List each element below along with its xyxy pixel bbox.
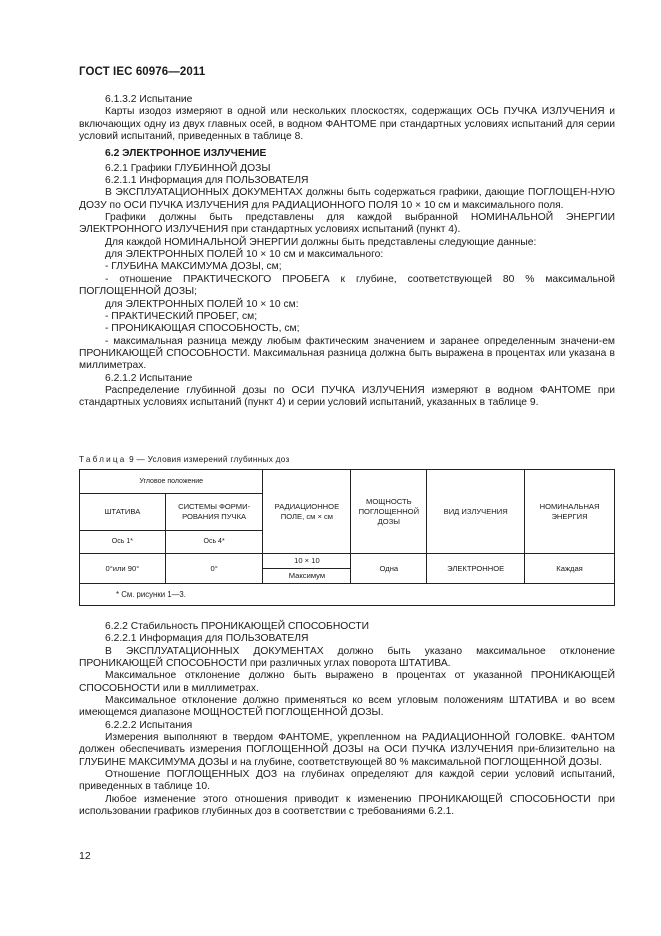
table-header-gantry: ШТАТИВА: [80, 494, 166, 531]
table-axis-4: Ось 4*: [165, 531, 263, 554]
paragraph: Распределение глубинной дозы по ОСИ ПУЧКА ИЗЛУЧЕНИЯ измеряют в водном ФАНТОМЕ при стандартных условиях испытаний (пункт 4) и серии условий испытаний, указанных в таблице 9.: [79, 384, 615, 409]
clause-heading: 6.2.1.2 Испытание: [105, 372, 193, 384]
table-cell-radiation: ЭЛЕКТРОННОЕ: [427, 554, 525, 584]
paragraph: Измерения выполняют в твердом ФАНТОМЕ, укрепленном на РАДИАЦИОННОЙ ГОЛОВКЕ. ФАНТОМ должен обеспечивать измерения ПОГЛОЩЕННОЙ ДОЗЫ на ОСИ ПУЧКА ИЗЛУЧЕНИЯ при-близительно на ГЛУБИНЕ МАКСИМУМА ДОЗЫ и на глубине, соответствующей 80 % максимальной ПОГЛОЩЕННОЙ ДОЗЫ.: [79, 732, 615, 768]
paragraph: Максимальное отклонение должно быть выражено в процентах от указанной ПРОНИКАЮЩЕЙ СПОСОБНОСТИ или в миллиметрах.: [79, 670, 615, 694]
table-cell-energy: Каждая: [525, 554, 615, 584]
page-number: 12: [79, 850, 91, 862]
list-item: - ПРАКТИЧЕСКИЙ ПРОБЕГ, см;: [105, 310, 258, 322]
paragraph: Для каждой НОМИНАЛЬНОЙ ЭНЕРГИИ должны быть представлены следующие данные:: [105, 236, 537, 248]
clause-heading: 6.2.1.1 Информация для ПОЛЬЗОВАТЕЛЯ: [105, 175, 309, 187]
table-footnote: * См. рисунки 1—3.: [80, 584, 615, 606]
table-header-energy: НОМИНАЛЬНАЯ ЭНЕРГИЯ: [525, 470, 615, 554]
paragraph: В ЭКСПЛУАТАЦИОННЫХ ДОКУМЕНТАХ должно быть указано максимальное отклонение ПРОНИКАЮЩЕЙ СПОСОБНОСТИ при различных углах поворота ШТАТИВА.: [79, 645, 615, 670]
table-cell-dose-rate: Одна: [351, 554, 427, 584]
table-cell-beam-system: 0°: [165, 554, 263, 584]
body-text-bottom: [79, 621, 615, 819]
clause-heading: 6.1.3.2 Испытание: [105, 94, 193, 105]
paragraph: Максимальное отклонение должно применяться ко всем угловым положениям ШТАТИВА и во всем имеющемся диапазоне МОЩНОСТЕЙ ПОГЛОЩЕННОЙ ДОЗЫ.: [79, 695, 615, 719]
paragraph: для ЭЛЕКТРОННЫХ ПОЛЕЙ 10 × 10 см и максимального:: [105, 249, 384, 261]
table-group-header: Угловое положение: [80, 470, 263, 494]
list-item: - ГЛУБИНА МАКСИМУМА ДОЗЫ, см;: [105, 261, 282, 273]
table-caption-text: 9 — Условия измерений глубинных доз: [129, 455, 290, 464]
clause-heading: 6.2.2.1 Информация для ПОЛЬЗОВАТЕЛЯ: [105, 633, 309, 645]
table-header-field: РАДИАЦИОННОЕ ПОЛЕ, см × см: [263, 470, 351, 554]
list-item: - отношение ПРАКТИЧЕСКОГО ПРОБЕГА к глубине, соответствующей 80 % максимальной ПОГЛОЩЕННОЙ ДОЗЫ;: [79, 273, 615, 298]
clause-heading: 6.2.2.2 Испытания: [105, 719, 193, 731]
section-heading: 6.2 ЭЛЕКТРОННОЕ ИЗЛУЧЕНИЕ: [105, 148, 267, 160]
paragraph: Графики должны быть представлены для каждой выбранной НОМИНАЛЬНОЙ ЭНЕРГИИ ЭЛЕКТРОННОГО ИЗЛУЧЕНИЯ при стандартных условиях испытаний (пункт 4).: [79, 212, 615, 236]
paragraph: Отношение ПОГЛОЩЕННЫХ ДОЗ на глубинах определяют для каждой серии условий испытаний, приведенных в таблице 10.: [79, 769, 615, 793]
table-caption: [79, 455, 290, 464]
paragraph: В ЭКСПЛУАТАЦИОННЫХ ДОКУМЕНТАХ должны быть содержаться графики, дающие ПОГЛОЩЕН-НУЮ ДОЗУ по ОСИ ПУЧКА ИЗЛУЧЕНИЯ для РАДИАЦИОННОГО ПОЛЯ 10 × 10 см и максимального поля.: [79, 187, 615, 211]
paragraph: для ЭЛЕКТРОННЫХ ПОЛЕЙ 10 × 10 см:: [105, 298, 299, 310]
table-axis-1: Ось 1*: [80, 531, 166, 554]
body-text-top: [79, 94, 615, 410]
list-item: - максимальная разница между любым фактическим значением и заранее определенным значени-ем ПРОНИКАЮЩЕЙ СПОСОБНОСТИ. Максимальная разница должна быть выражена в процентах или указана в миллиметрах.: [79, 335, 615, 372]
table-header-dose-rate: МОЩНОСТЬ ПОГЛОЩЕННОЙ ДОЗЫ: [351, 470, 427, 554]
table-cell-field-1: 10 × 10: [263, 554, 351, 569]
table-caption-word: Таблица: [79, 455, 127, 464]
table-header-beam-system: СИСТЕМЫ ФОРМИ-РОВАНИЯ ПУЧКА: [165, 494, 263, 531]
paragraph: Любое изменение этого отношения приводит к изменению ПРОНИКАЮЩЕЙ СПОСОБНОСТИ при использовании графиков глубинных доз в соответствии с требованиями 6.2.1.: [79, 793, 615, 818]
clause-heading: 6.2.2 Стабильность ПРОНИКАЮЩЕЙ СПОСОБНОСТИ: [105, 621, 370, 632]
table-header-radiation: ВИД ИЗЛУЧЕНИЯ: [427, 470, 525, 554]
clause-heading: 6.2.1 Графики ГЛУБИННОЙ ДОЗЫ: [105, 162, 271, 174]
list-item: - ПРОНИКАЮЩАЯ СПОСОБНОСТЬ, см;: [105, 323, 300, 335]
paragraph: Карты изодоз измеряют в одной или нескольких плоскостях, содержащих ОСЬ ПУЧКА ИЗЛУЧЕНИЯ и включающих одну из двух главных осей, в водном ФАНТОМЕ при стандартных условиях испытаний для серии условий испытаний, приведенных в таблице 8.: [79, 106, 615, 143]
table-cell-gantry: 0°или 90°: [80, 554, 166, 584]
table-cell-field-2: Максимум: [263, 569, 351, 584]
document-header: ГОСТ IEC 60976—2011: [79, 66, 206, 78]
table-9: [79, 469, 615, 606]
